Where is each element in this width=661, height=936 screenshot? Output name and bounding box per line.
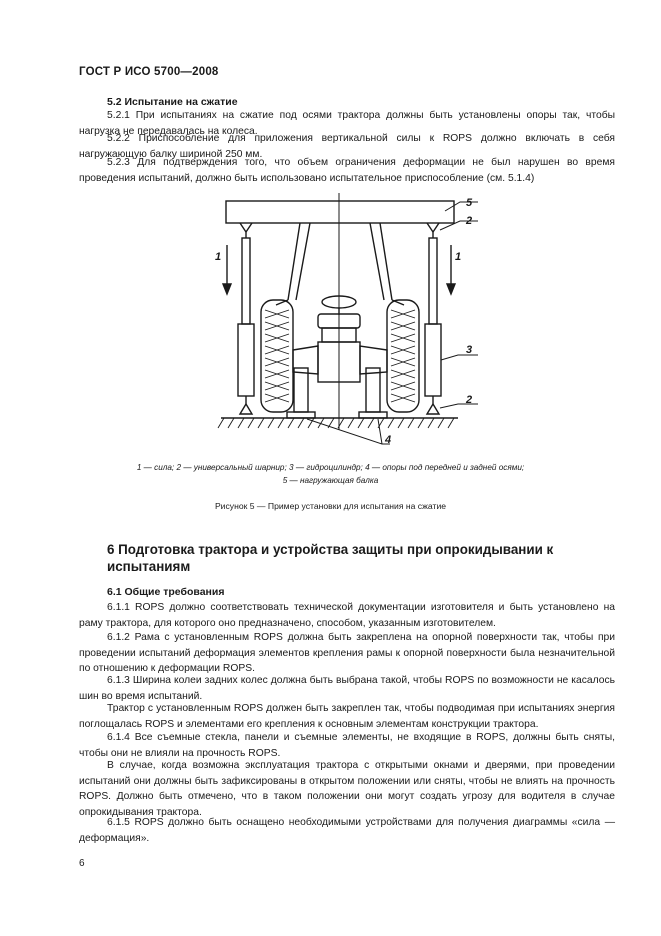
- section-6-title: 6 Подготовка трактора и устройства защиты при опрокидывании к испытаниям: [107, 542, 554, 574]
- right-support-base: [359, 412, 387, 418]
- label-1-right: 1: [455, 251, 462, 263]
- paragraph-6-1-2: 6.1.2 Рама с установленным ROPS должна быть закреплена на опорной поверхности так, чтобы при проведении испытаний деформация элементов крепления рамы к опорной поверхности была незначительной по отношению к деформации ROPS.: [79, 632, 615, 675]
- leader-2-bottom: [440, 404, 478, 408]
- paragraph-5-2-1: 5.2.1 При испытаниях на сжатие под осями трактора должны быть установлены опоры так, чтобы нагрузка не передавалась на колеса.: [79, 110, 615, 137]
- left-axle-support: [294, 368, 308, 412]
- leader-3: [441, 355, 478, 360]
- left-hydraulic-cylinder: [238, 324, 254, 396]
- right-rear-wheel: [387, 300, 419, 412]
- right-axle-support: [366, 368, 380, 412]
- label-2-top: 2: [466, 215, 473, 227]
- section-6-1-title: 6.1 Общие требования: [107, 586, 225, 598]
- left-piston-rod: [242, 238, 250, 324]
- label-5: 5: [466, 197, 473, 209]
- paragraph-6-1-1: 6.1.1 ROPS должно соответствовать технической документации изготовителя и быть установлено на раму трактора, для которого оно предназначено, способом, указанным изготовителем.: [79, 602, 615, 629]
- paragraph-5-2-2: 5.2.2 Приспособление для приложения вертикальной силы к ROPS должно включать в себя нагружающую балку шириной 250 мм.: [79, 133, 615, 160]
- paragraph-6-1-3: 6.1.3 Ширина колеи задних колес должна быть выбрана такой, чтобы ROPS по возможности не касалось шин во время испытаний.: [79, 675, 615, 702]
- label-1-left: 1: [215, 251, 222, 263]
- left-rear-wheel: [261, 300, 293, 412]
- rops-feet: [276, 300, 404, 305]
- label-3: 3: [466, 344, 473, 356]
- document-header: ГОСТ Р ИСО 5700—2008: [79, 66, 219, 78]
- tire-tread: [265, 310, 415, 402]
- right-axle-housing: [360, 346, 387, 374]
- left-upper-joint: [240, 223, 252, 232]
- right-upper-joint: [427, 223, 439, 232]
- label-2-bottom: 2: [466, 394, 473, 406]
- paragraph-6-1-5: 6.1.5 ROPS должно быть оснащено необходимыми устройствами для получения диаграммы «сила — деформация».: [79, 817, 615, 844]
- paragraph-6-1-4-b: В случае, когда возможна эксплуатация трактора с открытыми окнами и дверями, при проведении испытаний они должны быть зафиксированы в открытом положении или сняты, чтобы не влиять на прочность ROPS. Должно быть отмечено, что в таком положении они могут создать угрозу для водителя в случае опрокидывания трактора.: [79, 760, 615, 818]
- figure-caption: Рисунок 5 — Пример установки для испытания на сжатие: [214, 501, 447, 511]
- ground-hatching: [218, 418, 454, 428]
- rops-posts: [288, 223, 392, 300]
- loading-beam: [226, 201, 454, 223]
- left-support-base: [287, 412, 315, 418]
- paragraph-6-1-3-b: Трактор с установленным ROPS должен быть закреплен так, чтобы подводимая при испытаниях энергия поглощалась ROPS и элементами его крепления к основным элементам конструкции трактора.: [79, 703, 615, 730]
- page-number: 6: [79, 858, 85, 869]
- figure-legend-line-1: 1 — сила; 2 — универсальный шарнир; 3 — гидроцилиндр; 4 — опоры под передней и задней осями;: [136, 463, 525, 472]
- label-4: 4: [385, 434, 392, 446]
- figure-legend-line-2: 5 — нагружающая балка: [282, 476, 379, 485]
- paragraph-6-1-4: 6.1.4 Все съемные стекла, панели и съемные элементы, не входящие в ROPS, должны быть сняты, чтобы они не влияли на прочность ROPS.: [79, 732, 615, 759]
- left-lower-joint: [240, 404, 252, 414]
- leader-4: [307, 419, 390, 444]
- left-axle-housing: [293, 346, 318, 374]
- right-piston-rod: [429, 238, 437, 324]
- section-5-2-title: 5.2 Испытание на сжатие: [107, 96, 238, 108]
- paragraph-5-2-3: 5.2.3 Для подтверждения того, что объем ограничения деформации не был нарушен во время проведения испытаний, должно быть использовано испытательное приспособление (см. 5.1.4): [79, 157, 615, 184]
- right-hydraulic-cylinder: [425, 324, 441, 396]
- right-lower-joint: [427, 404, 439, 414]
